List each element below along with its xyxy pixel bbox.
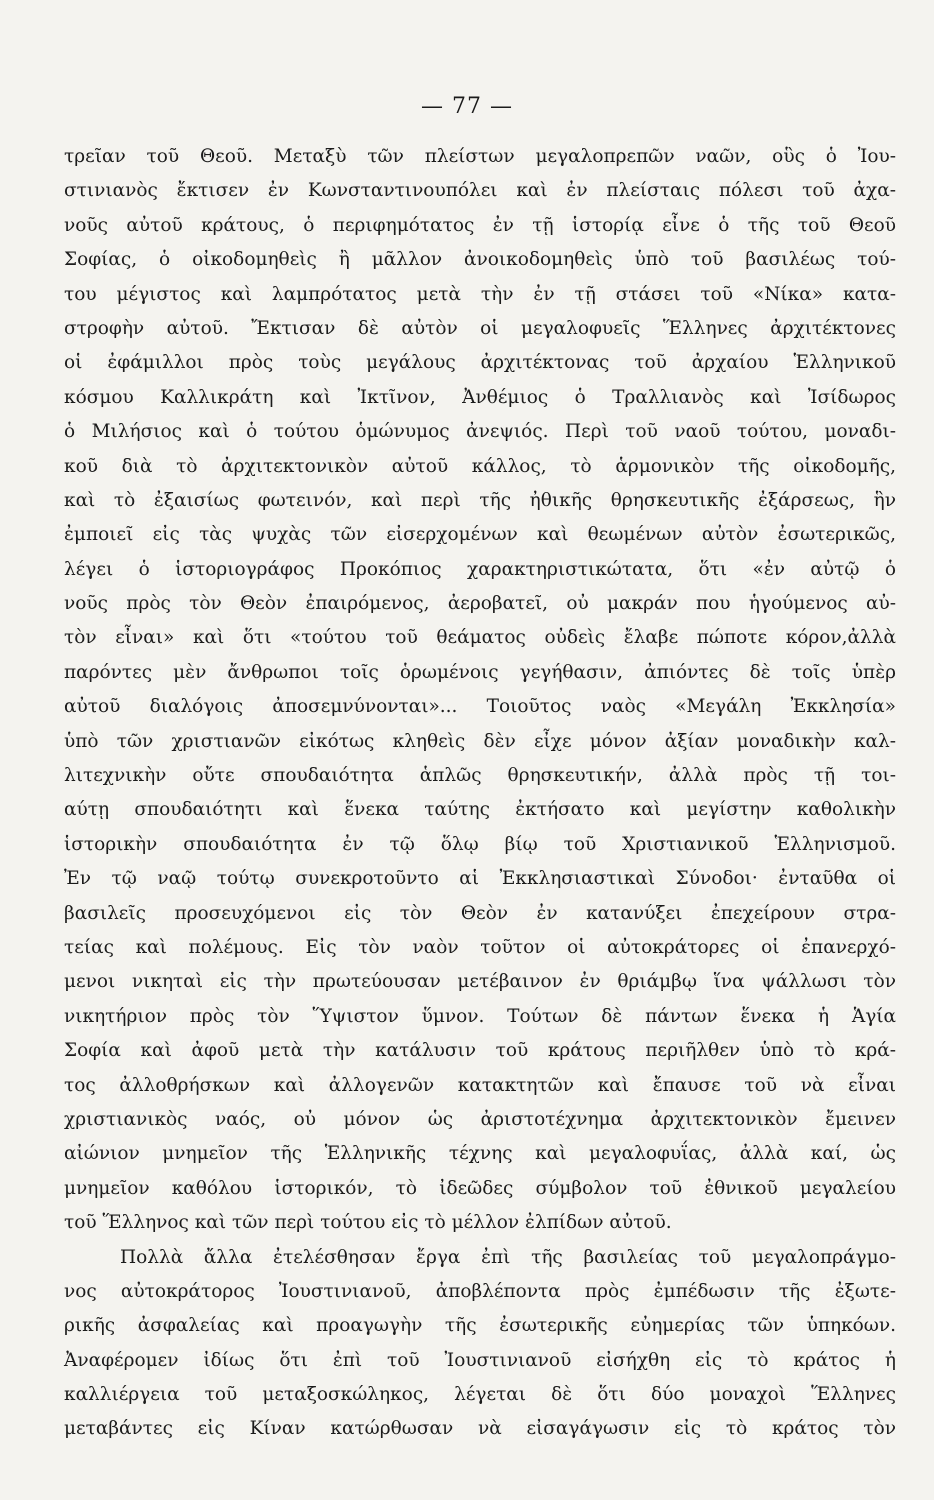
text-line: μεταβάντες εἰς Κίναν κατώρθωσαν νὰ εἰσαγάγωσιν εἰς τὸ κράτος τὸν <box>64 1418 896 1440</box>
text-line: τείας καὶ πολέμους. Εἰς τὸν ναὸν τοῦτον οἱ αὐτοκράτορες οἱ ἐπανερχό- <box>64 936 896 958</box>
text-line: στροφὴν αὐτοῦ. Ἔκτισαν δὲ αὐτὸν οἱ μεγαλοφυεῖς Ἕλληνες ἀρχιτέκτονες <box>64 317 896 339</box>
text-line: Πολλὰ ἄλλα ἐτελέσθησαν ἔργα ἐπὶ τῆς βασιλείας τοῦ μεγαλοπράγμο- <box>120 1246 896 1268</box>
text-line: χριστιανικὸς ναός, οὐ μόνον ὡς ἀριστοτέχνημα ἀρχιτεκτονικὸν ἔμεινεν <box>64 1108 896 1130</box>
text-line: μενοι νικηταὶ εἰς τὴν πρωτεύουσαν μετέβαινον ἐν θριάμβῳ ἵνα ψάλλωσι τὸν <box>64 971 896 993</box>
text-line: κοῦ διὰ τὸ ἀρχιτεκτονικὸν αὐτοῦ κάλλος, τὸ ἁρμονικὸν τῆς οἰκοδομῆς, <box>64 455 896 477</box>
text-line: αύτῃ σπουδαιότητι καὶ ἕνεκα ταύτης ἐκτήσατο καὶ μεγίστην καθολικὴν <box>64 799 896 821</box>
text-line: καλλιέργεια τοῦ μεταξοσκώληκος, λέγεται δὲ ὅτι δύο μοναχοὶ Ἕλληνες <box>64 1384 896 1406</box>
text-line: τὸν εἶναι» καὶ ὅτι «τούτου τοῦ θεάματος οὐδεὶς ἔλαβε πώποτε κόρον,ἀλλὰ <box>64 627 896 649</box>
text-line: κόσμου Καλλικράτη καὶ Ἰκτῖνον, Ἀνθέμιος ὁ Τραλλιανὸς καὶ Ἰσίδωρος <box>64 386 896 408</box>
text-line: λιτεχνικὴν οὔτε σπουδαιότητα ἁπλῶς θρησκευτικήν, ἀλλὰ πρὸς τῇ τοι- <box>64 765 896 787</box>
text-line: Ἀναφέρομεν ἰδίως ὅτι ἐπὶ τοῦ Ἰουστινιανοῦ εἰσήχθη εἰς τὸ κράτος ἡ <box>64 1349 896 1371</box>
text-line: Ἐν τῷ ναῷ τούτῳ συνεκροτοῦντο αἱ Ἐκκλησιαστικαὶ Σύνοδοι· ἐνταῦθα οἱ <box>64 868 896 890</box>
text-line: ἐμποιεῖ εἰς τὰς ψυχὰς τῶν εἰσερχομένων καὶ θεωμένων αὐτὸν ἐσωτερικῶς, <box>64 524 896 546</box>
paragraph <box>64 140 896 1241</box>
text-line: νοῦς πρὸς τὸν Θεὸν ἐπαιρόμενος, ἀεροβατεῖ, οὐ μακράν που ἡγούμενος αὐ- <box>64 593 896 615</box>
text-line: ρικῆς ἀσφαλείας καὶ προαγωγὴν τῆς ἐσωτερικῆς εὐημερίας τῶν ὑπηκόων. <box>64 1315 896 1337</box>
text-line: τρεῖαν τοῦ Θεοῦ. Μεταξὺ τῶν πλείστων μεγαλοπρεπῶν ναῶν, οὓς ὁ Ἰου- <box>64 146 896 167</box>
page-number: — 77 — <box>421 94 513 119</box>
text-line: τος ἀλλοθρήσκων καὶ ἀλλογενῶν κατακτητῶν καὶ ἔπαυσε τοῦ νὰ εἶναι <box>64 1074 896 1096</box>
text-line: παρόντες μὲν ἄνθρωποι τοῖς ὁρωμένοις γεγήθασιν, ἀπιόντες δὲ τοῖς ὑπὲρ <box>64 661 896 683</box>
text-line: Σοφία καὶ ἀφοῦ μετὰ τὴν κατάλυσιν τοῦ κράτους περιῆλθεν ὑπὸ τὸ κρά- <box>64 1040 896 1062</box>
text-line: αὐτοῦ διαλόγοις ἀποσεμνύνονται»... Τοιοῦτος ναὸς «Μεγάλη Ἐκκλησία» <box>64 696 896 718</box>
text-line: νος αὐτοκράτορος Ἰουστινιανοῦ, ἀποβλέποντα πρὸς ἐμπέδωσιν τῆς ἐξωτε- <box>64 1280 896 1302</box>
text-line: οἱ ἐφάμιλλοι πρὸς τοὺς μεγάλους ἀρχιτέκτονας τοῦ ἀρχαίου Ἑλληνικοῦ <box>64 352 896 374</box>
text-line: λέγει ὁ ἱστοριογράφος Προκόπιος χαρακτηριστικώτατα, ὅτι «ἐν αὐτῷ ὁ <box>64 558 896 580</box>
text-line: ὑπὸ τῶν χριστιανῶν εἰκότως κληθεὶς δὲν εἶχε μόνον ἀξίαν μοναδικὴν καλ- <box>64 730 896 752</box>
text-line: στινιανὸς ἔκτισεν ἐν Κωνσταντινουπόλει καὶ ἐν πλείσταις πόλεσι τοῦ ἀχα- <box>64 180 896 202</box>
text-line: νοῦς αὐτοῦ κράτους, ὁ περιφημότατος ἐν τῇ ἱστορίᾳ εἶνε ὁ τῆς τοῦ Θεοῦ <box>64 214 896 236</box>
text-line: ὁ Μιλήσιος καὶ ὁ τούτου ὁμώνυμος ἀνεψιός. Περὶ τοῦ ναοῦ τούτου, μοναδι- <box>64 421 896 443</box>
text-line: του μέγιστος καὶ λαμπρότατος μετὰ τὴν ἐν τῇ στάσει τοῦ «Νίκα» κατα- <box>64 283 896 305</box>
text-line: μνημεῖον καθόλου ἱστορικόν, τὸ ἰδεῶδες σύμβολον τοῦ ἐθνικοῦ μεγαλείου <box>64 1177 896 1199</box>
body-text <box>64 140 896 1447</box>
text-line: νικητήριον πρὸς τὸν Ὕψιστον ὕμνον. Τούτων δὲ πάντων ἕνεκα ἡ Ἁγία <box>64 1005 896 1027</box>
text-line: αἰώνιον μνημεῖον τῆς Ἑλληνικῆς τέχνης καὶ μεγαλοφυΐας, ἀλλὰ καί, ὡς <box>64 1143 896 1165</box>
text-line: βασιλεῖς προσευχόμενοι εἰς τὸν Θεὸν ἐν κατανύξει ἐπεχείρουν στρα- <box>64 902 896 924</box>
text-line: καὶ τὸ ἐξαισίως φωτεινόν, καὶ περὶ τῆς ἠθικῆς θρησκευτικῆς ἐξάρσεως, ἣν <box>64 489 896 511</box>
text-line: Σοφίας, ὁ οἰκοδομηθεὶς ἢ μᾶλλον ἀνοικοδομηθεὶς ὑπὸ τοῦ βασιλέως τού- <box>64 249 896 271</box>
text-line: τοῦ Ἕλληνος καὶ τῶν περὶ τούτου εἰς τὸ μέλλον ἐλπίδων αὐτοῦ. <box>64 1212 672 1234</box>
paragraph <box>64 1241 896 1447</box>
text-line: ἱστορικὴν σπουδαιότητα ἐν τῷ ὅλῳ βίῳ τοῦ Χριστιανικοῦ Ἑλληνισμοῦ. <box>64 833 896 855</box>
